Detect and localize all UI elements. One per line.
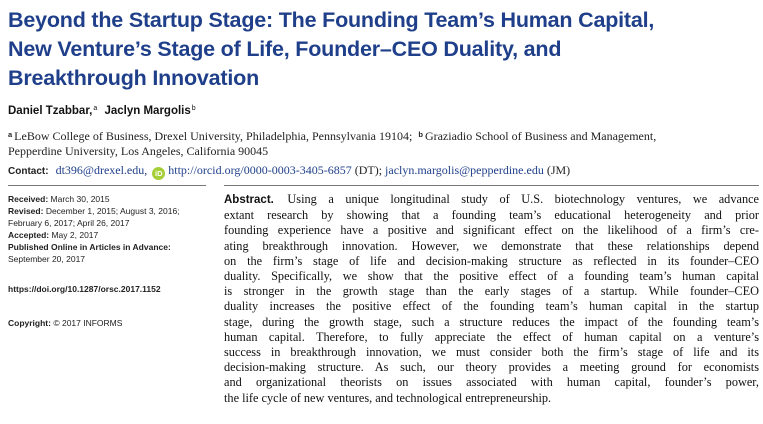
revised-dates-2: February 6, 2017; April 26, 2017 [8, 218, 130, 228]
abstract-line: on the firm’s stage of life and decision-making structure as reflected in its founder–CEO [224, 253, 759, 268]
meta-divider [8, 185, 206, 186]
abstract-line: decision-making structure. As such, our theory provides a meeting ground for economists [224, 360, 759, 375]
contact-line [8, 163, 570, 180]
author-affil-marker: b [191, 105, 196, 112]
affil-a-text: LeBow College of Business, Drexel University, Philadelphia, Pennsylvania 19104; [14, 129, 413, 143]
abstract-line: founding experience have a positive and significant effect on the likelihood of a firm’s cre- [224, 223, 759, 238]
published-label: Published Online in Articles in Advance: [8, 242, 171, 252]
revised-label: Revised: [8, 206, 44, 216]
author-name: Daniel Tzabbar, [8, 105, 93, 117]
email-link-2[interactable]: jaclyn.margolis@pepperdine.edu [385, 163, 544, 177]
abstract [224, 192, 759, 406]
affil-marker-a: a [8, 130, 13, 139]
author-list [8, 105, 196, 117]
published-date: September 20, 2017 [8, 254, 86, 264]
author-affil-marker: a [93, 105, 98, 112]
orcid-link[interactable]: http://orcid.org/0000-0003-3405-6857 [168, 163, 352, 177]
title-line: Beyond the Startup Stage: The Founding Team’s Human Capital, [8, 8, 655, 32]
article-title [8, 6, 758, 93]
contact-label: Contact: [8, 166, 49, 177]
affil-marker-b: b [418, 130, 423, 139]
abstract-first-line: Using a unique longitudinal study of U.S. biotechnology ventures, we advance [287, 192, 760, 206]
accepted-label: Accepted: [8, 230, 50, 240]
abstract-line: extant research by showing that a founding team’s educational heterogeneity and prior [224, 208, 759, 223]
abstract-divider [224, 185, 759, 186]
received-date: March 30, 2015 [50, 194, 110, 204]
affiliations [8, 127, 758, 159]
abstract-line: stage, during the growth stage, such a structure reduces the impact of the founding team’s [224, 314, 759, 329]
affil-line-2: Pepperdine University, Los Angeles, California 90045 [8, 144, 269, 158]
email2-suffix: (JM) [546, 163, 571, 177]
title-line: New Venture’s Stage of Life, Founder–CEO Duality, and [8, 37, 562, 61]
author-name: Jaclyn Margolis [104, 105, 191, 117]
abstract-label: Abstract. [224, 194, 274, 206]
abstract-line: the life cycle of new ventures, and technological entrepreneurship. [224, 390, 552, 405]
abstract-line: duality increases the positive effect of the founding team’s human capital in the startup [224, 299, 759, 314]
abstract-line: and organizational theorists on issues associated with human capital, founder’s power, [224, 375, 759, 390]
abstract-line: human capital. Therefore, to fully appreciate the effect of human capital on a venture’s [224, 329, 759, 344]
orcid-suffix: (DT); [354, 163, 383, 177]
copyright-text: © 2017 INFORMS [53, 318, 123, 328]
abstract-line: is stronger in the growth stage than the early stages of a startup. While founder–CEO [224, 284, 759, 299]
abstract-line: ating breakthrough innovation. However, we demonstrate that these relationships depend [224, 238, 759, 253]
email-link-1[interactable]: dt396@drexel.edu, [55, 163, 148, 177]
orcid-icon[interactable]: iD [152, 167, 165, 180]
abstract-line: success in breakthrough innovation, we must consider both the firm’s stage of life and its [224, 345, 759, 360]
revised-dates-1: December 1, 2015; August 3, 2016; [45, 206, 180, 216]
received-label: Received: [8, 194, 49, 204]
article-history [8, 193, 208, 329]
doi-link[interactable]: https://doi.org/10.1287/orsc.2017.1152 [8, 284, 161, 294]
affil-b-text: Graziadio School of Business and Management, [424, 129, 657, 143]
abstract-line: duality. Specifically, we show that the positive effect of a founding team’s human capital [224, 269, 759, 284]
title-line: Breakthrough Innovation [8, 66, 260, 90]
copyright-label: Copyright: [8, 318, 51, 328]
accepted-date: May 2, 2017 [51, 230, 99, 240]
